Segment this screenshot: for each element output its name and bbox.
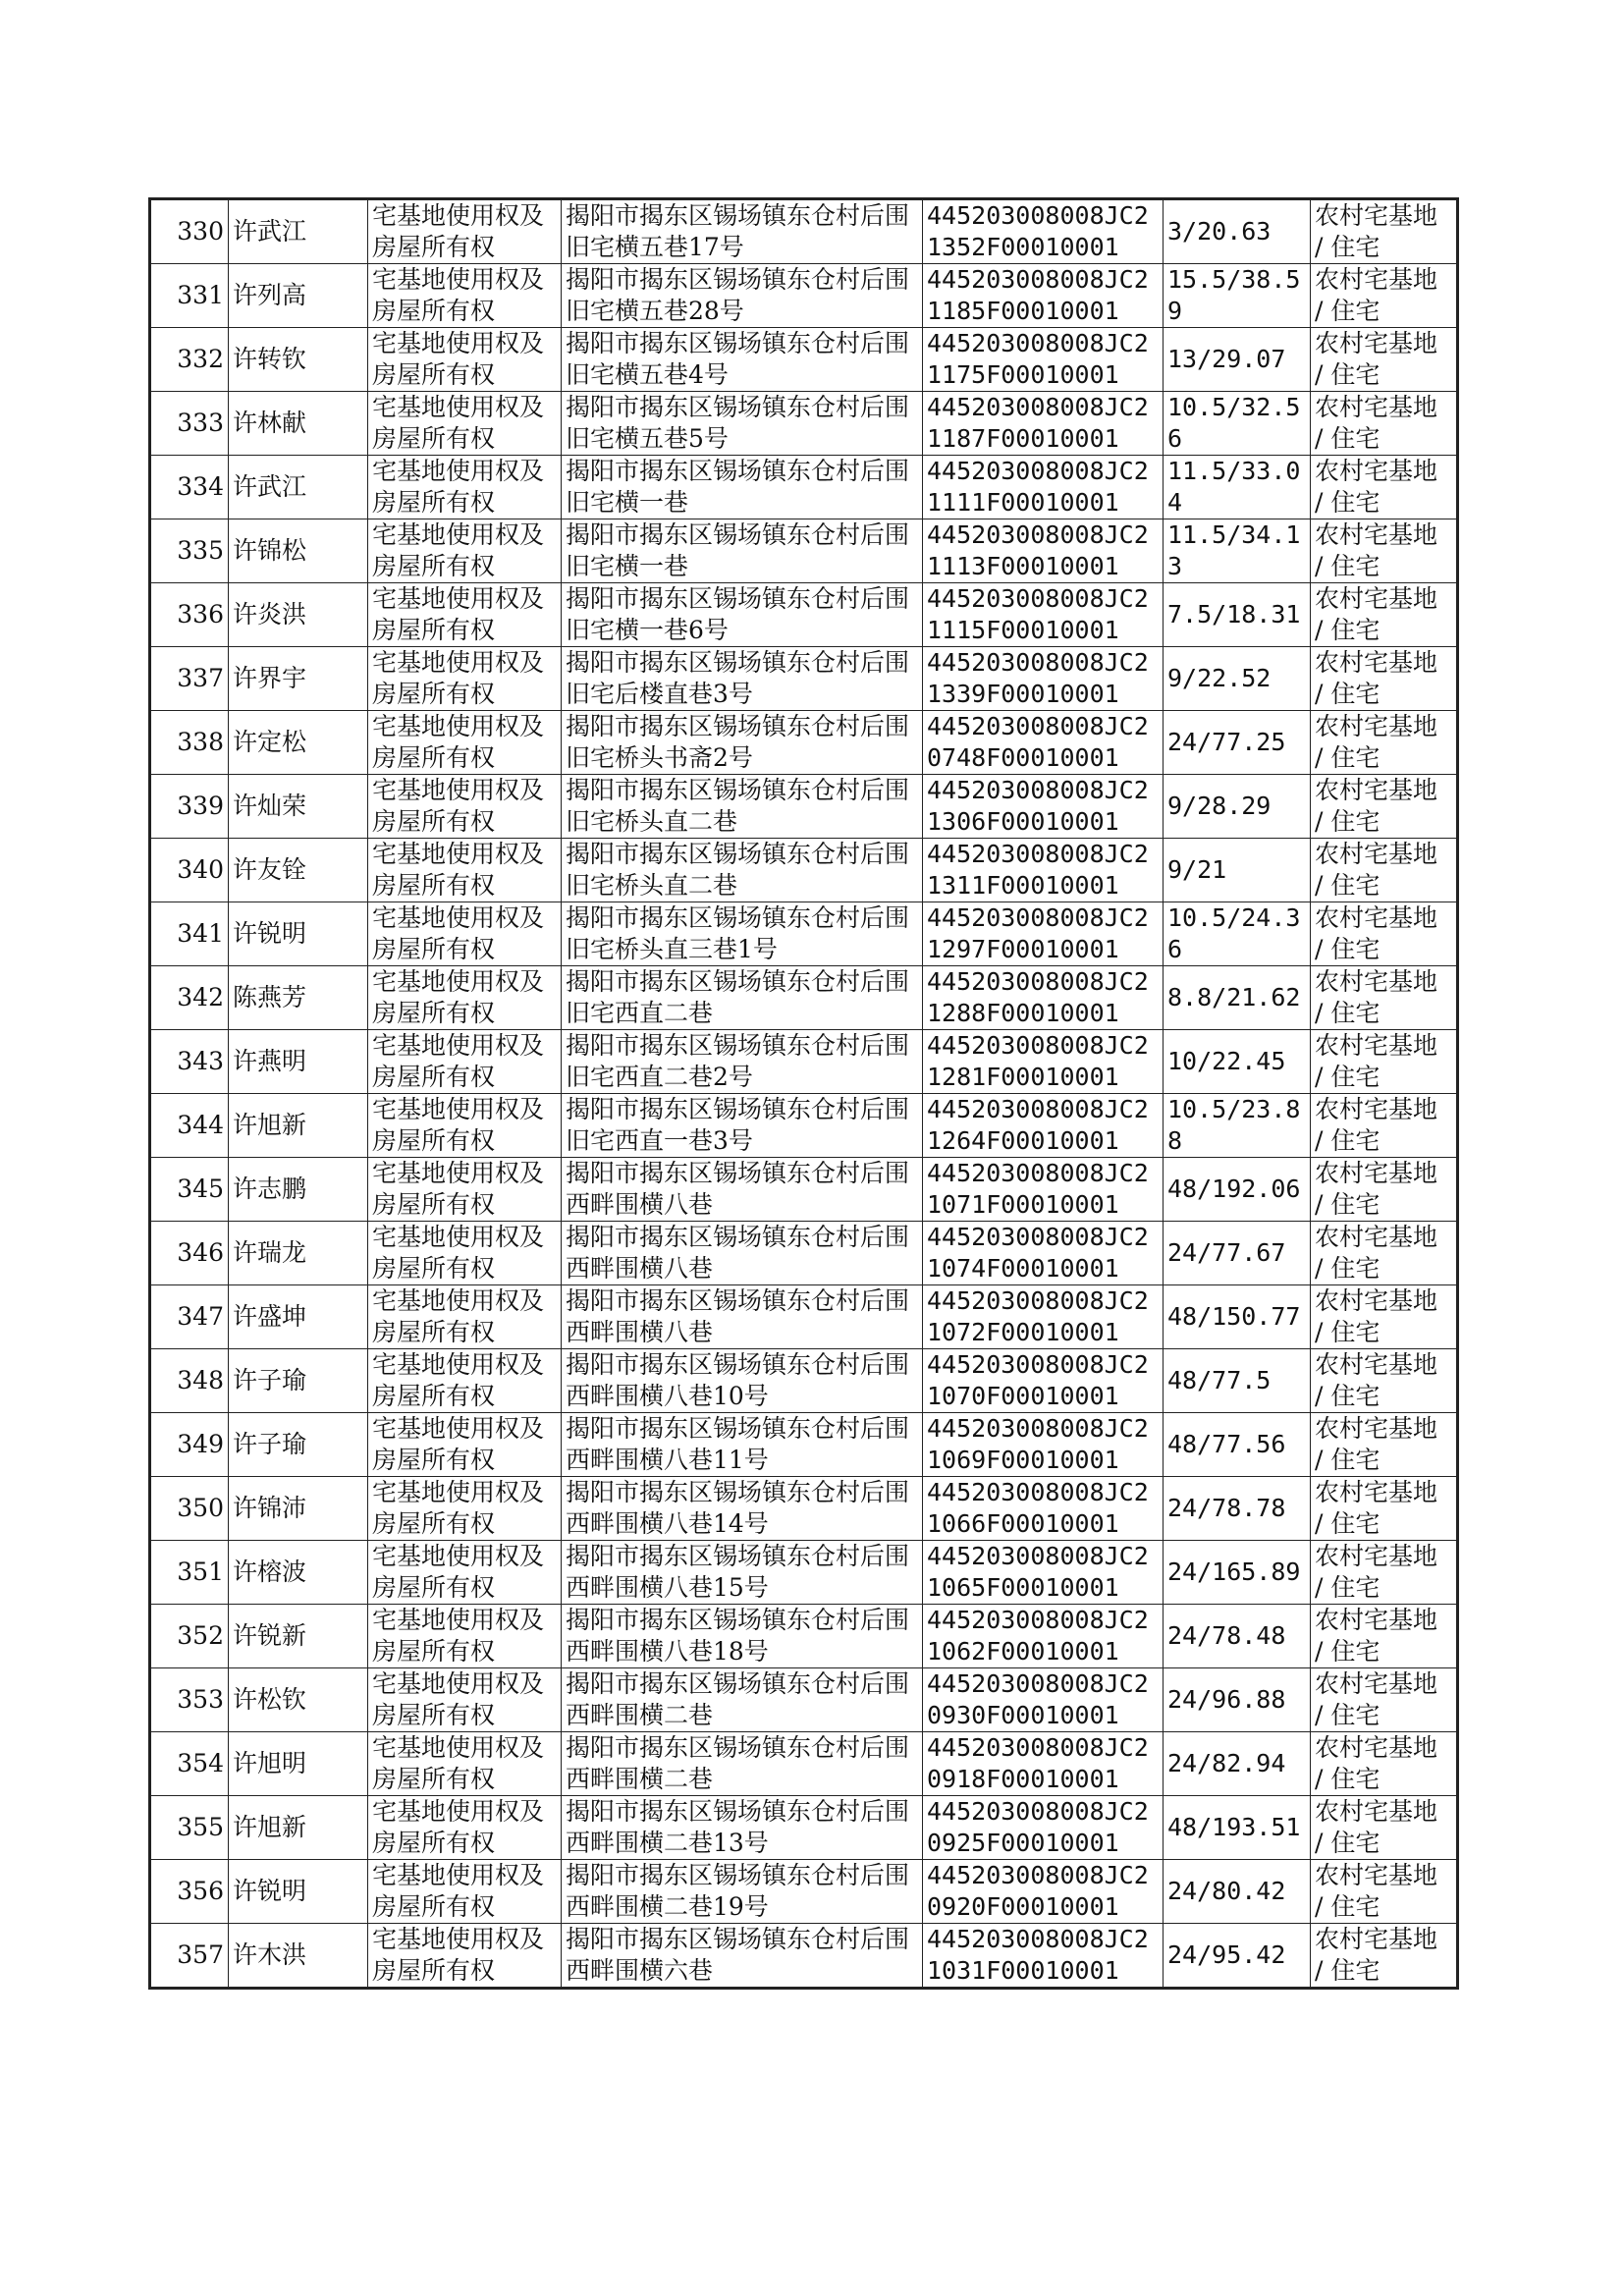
table-row: [150, 1413, 1458, 1477]
row-number-cell: 349: [150, 1413, 229, 1477]
right-type-cell: 宅基地使用权及房屋所有权: [368, 1924, 562, 1989]
row-number-cell: 341: [150, 902, 229, 966]
table-row: [150, 1158, 1458, 1222]
owner-name-cell: 许界宇: [229, 647, 368, 711]
row-number-cell: 356: [150, 1860, 229, 1924]
right-type-cell: 宅基地使用权及房屋所有权: [368, 264, 562, 328]
row-number-cell: 353: [150, 1668, 229, 1732]
area-value-cell: 9/22.52: [1164, 647, 1311, 711]
unit-code-cell: 445203008008JC21113F00010001: [923, 519, 1164, 583]
unit-code-cell: 445203008008JC21115F00010001: [923, 583, 1164, 647]
table-row: [150, 519, 1458, 583]
owner-name-cell: 许锐明: [229, 1860, 368, 1924]
right-type-cell: 宅基地使用权及房屋所有权: [368, 583, 562, 647]
row-number-cell: 338: [150, 711, 229, 775]
property-address-cell: 揭阳市揭东区锡场镇东仓村后围旧宅西直二巷2号: [562, 1030, 923, 1094]
right-type-cell: 宅基地使用权及房屋所有权: [368, 1796, 562, 1860]
property-address-cell: 揭阳市揭东区锡场镇东仓村后围西畔围横八巷: [562, 1285, 923, 1349]
unit-code-cell: 445203008008JC21185F00010001: [923, 264, 1164, 328]
owner-name-cell: 许锐明: [229, 902, 368, 966]
area-value-cell: 8.8/21.62: [1164, 966, 1311, 1030]
property-address-cell: 揭阳市揭东区锡场镇东仓村后围西畔围横八巷10号: [562, 1349, 923, 1413]
area-value-cell: 48/150.77: [1164, 1285, 1311, 1349]
area-value-cell: 10.5/24.36: [1164, 902, 1311, 966]
land-use-cell: 农村宅基地 / 住宅: [1311, 583, 1458, 647]
table-row: [150, 583, 1458, 647]
area-value-cell: 24/78.48: [1164, 1605, 1311, 1668]
owner-name-cell: 许锦松: [229, 519, 368, 583]
row-number-cell: 336: [150, 583, 229, 647]
property-address-cell: 揭阳市揭东区锡场镇东仓村后围西畔围横二巷13号: [562, 1796, 923, 1860]
table-row: [150, 1668, 1458, 1732]
row-number-cell: 348: [150, 1349, 229, 1413]
land-use-cell: 农村宅基地 / 住宅: [1311, 1285, 1458, 1349]
unit-code-cell: 445203008008JC20920F00010001: [923, 1860, 1164, 1924]
unit-code-cell: 445203008008JC21111F00010001: [923, 456, 1164, 519]
property-address-cell: 揭阳市揭东区锡场镇东仓村后围西畔围横八巷: [562, 1222, 923, 1285]
table-row: [150, 1349, 1458, 1413]
table-row: [150, 1030, 1458, 1094]
right-type-cell: 宅基地使用权及房屋所有权: [368, 1413, 562, 1477]
table-row: [150, 647, 1458, 711]
unit-code-cell: 445203008008JC21066F00010001: [923, 1477, 1164, 1541]
owner-name-cell: 陈燕芳: [229, 966, 368, 1030]
table-row: [150, 839, 1458, 902]
property-address-cell: 揭阳市揭东区锡场镇东仓村后围旧宅横五巷17号: [562, 199, 923, 264]
right-type-cell: 宅基地使用权及房屋所有权: [368, 199, 562, 264]
unit-code-cell: 445203008008JC21175F00010001: [923, 328, 1164, 392]
unit-code-cell: 445203008008JC21281F00010001: [923, 1030, 1164, 1094]
owner-name-cell: 许瑞龙: [229, 1222, 368, 1285]
unit-code-cell: 445203008008JC21339F00010001: [923, 647, 1164, 711]
unit-code-cell: 445203008008JC21065F00010001: [923, 1541, 1164, 1605]
property-address-cell: 揭阳市揭东区锡场镇东仓村后围西畔围横八巷18号: [562, 1605, 923, 1668]
land-use-cell: 农村宅基地 / 住宅: [1311, 647, 1458, 711]
right-type-cell: 宅基地使用权及房屋所有权: [368, 1222, 562, 1285]
owner-name-cell: 许武江: [229, 199, 368, 264]
property-address-cell: 揭阳市揭东区锡场镇东仓村后围旧宅横一巷: [562, 456, 923, 519]
row-number-cell: 331: [150, 264, 229, 328]
unit-code-cell: 445203008008JC21062F00010001: [923, 1605, 1164, 1668]
table-row: [150, 1222, 1458, 1285]
unit-code-cell: 445203008008JC21264F00010001: [923, 1094, 1164, 1158]
area-value-cell: 24/78.78: [1164, 1477, 1311, 1541]
property-address-cell: 揭阳市揭东区锡场镇东仓村后围西畔围横八巷11号: [562, 1413, 923, 1477]
row-number-cell: 337: [150, 647, 229, 711]
land-use-cell: 农村宅基地 / 住宅: [1311, 1605, 1458, 1668]
owner-name-cell: 许燕明: [229, 1030, 368, 1094]
table-row: [150, 1541, 1458, 1605]
table-row: [150, 1605, 1458, 1668]
property-address-cell: 揭阳市揭东区锡场镇东仓村后围旧宅西直二巷: [562, 966, 923, 1030]
table-row: [150, 328, 1458, 392]
land-use-cell: 农村宅基地 / 住宅: [1311, 966, 1458, 1030]
row-number-cell: 346: [150, 1222, 229, 1285]
property-address-cell: 揭阳市揭东区锡场镇东仓村后围西畔围横二巷19号: [562, 1860, 923, 1924]
right-type-cell: 宅基地使用权及房屋所有权: [368, 1285, 562, 1349]
property-address-cell: 揭阳市揭东区锡场镇东仓村后围西畔围横二巷: [562, 1732, 923, 1796]
area-value-cell: 3/20.63: [1164, 199, 1311, 264]
right-type-cell: 宅基地使用权及房屋所有权: [368, 456, 562, 519]
property-address-cell: 揭阳市揭东区锡场镇东仓村后围西畔围横八巷15号: [562, 1541, 923, 1605]
property-address-cell: 揭阳市揭东区锡场镇东仓村后围旧宅桥头直二巷: [562, 839, 923, 902]
property-address-cell: 揭阳市揭东区锡场镇东仓村后围旧宅后楼直巷3号: [562, 647, 923, 711]
right-type-cell: 宅基地使用权及房屋所有权: [368, 1732, 562, 1796]
right-type-cell: 宅基地使用权及房屋所有权: [368, 1668, 562, 1732]
unit-code-cell: 445203008008JC21306F00010001: [923, 775, 1164, 839]
unit-code-cell: 445203008008JC21071F00010001: [923, 1158, 1164, 1222]
owner-name-cell: 许旭新: [229, 1094, 368, 1158]
right-type-cell: 宅基地使用权及房屋所有权: [368, 1477, 562, 1541]
owner-name-cell: 许盛坤: [229, 1285, 368, 1349]
row-number-cell: 344: [150, 1094, 229, 1158]
owner-name-cell: 许锦沛: [229, 1477, 368, 1541]
area-value-cell: 11.5/34.13: [1164, 519, 1311, 583]
right-type-cell: 宅基地使用权及房屋所有权: [368, 392, 562, 456]
table-row: [150, 264, 1458, 328]
unit-code-cell: 445203008008JC21311F00010001: [923, 839, 1164, 902]
area-value-cell: 24/77.25: [1164, 711, 1311, 775]
area-value-cell: 9/21: [1164, 839, 1311, 902]
land-use-cell: 农村宅基地 / 住宅: [1311, 1668, 1458, 1732]
unit-code-cell: 445203008008JC21352F00010001: [923, 199, 1164, 264]
land-use-cell: 农村宅基地 / 住宅: [1311, 199, 1458, 264]
property-address-cell: 揭阳市揭东区锡场镇东仓村后围旧宅横五巷4号: [562, 328, 923, 392]
land-use-cell: 农村宅基地 / 住宅: [1311, 392, 1458, 456]
land-use-cell: 农村宅基地 / 住宅: [1311, 1477, 1458, 1541]
row-number-cell: 330: [150, 199, 229, 264]
land-use-cell: 农村宅基地 / 住宅: [1311, 264, 1458, 328]
area-value-cell: 10.5/23.88: [1164, 1094, 1311, 1158]
right-type-cell: 宅基地使用权及房屋所有权: [368, 966, 562, 1030]
area-value-cell: 48/77.5: [1164, 1349, 1311, 1413]
unit-code-cell: 445203008008JC21069F00010001: [923, 1413, 1164, 1477]
area-value-cell: 7.5/18.31: [1164, 583, 1311, 647]
property-address-cell: 揭阳市揭东区锡场镇东仓村后围西畔围横八巷: [562, 1158, 923, 1222]
right-type-cell: 宅基地使用权及房屋所有权: [368, 839, 562, 902]
owner-name-cell: 许子瑜: [229, 1349, 368, 1413]
owner-name-cell: 许林献: [229, 392, 368, 456]
unit-code-cell: 445203008008JC21187F00010001: [923, 392, 1164, 456]
land-use-cell: 农村宅基地 / 住宅: [1311, 1541, 1458, 1605]
table-row: [150, 1732, 1458, 1796]
unit-code-cell: 445203008008JC20930F00010001: [923, 1668, 1164, 1732]
area-value-cell: 24/82.94: [1164, 1732, 1311, 1796]
land-use-cell: 农村宅基地 / 住宅: [1311, 711, 1458, 775]
land-use-cell: 农村宅基地 / 住宅: [1311, 1222, 1458, 1285]
right-type-cell: 宅基地使用权及房屋所有权: [368, 1349, 562, 1413]
table-row: [150, 1285, 1458, 1349]
table-row: [150, 966, 1458, 1030]
area-value-cell: 24/165.89: [1164, 1541, 1311, 1605]
row-number-cell: 351: [150, 1541, 229, 1605]
row-number-cell: 339: [150, 775, 229, 839]
row-number-cell: 340: [150, 839, 229, 902]
table-row: [150, 1796, 1458, 1860]
row-number-cell: 343: [150, 1030, 229, 1094]
unit-code-cell: 445203008008JC21297F00010001: [923, 902, 1164, 966]
property-address-cell: 揭阳市揭东区锡场镇东仓村后围旧宅桥头直三巷1号: [562, 902, 923, 966]
property-address-cell: 揭阳市揭东区锡场镇东仓村后围西畔围横二巷: [562, 1668, 923, 1732]
property-address-cell: 揭阳市揭东区锡场镇东仓村后围旧宅西直一巷3号: [562, 1094, 923, 1158]
property-address-cell: 揭阳市揭东区锡场镇东仓村后围旧宅横五巷5号: [562, 392, 923, 456]
area-value-cell: 11.5/33.04: [1164, 456, 1311, 519]
row-number-cell: 350: [150, 1477, 229, 1541]
unit-code-cell: 445203008008JC20748F00010001: [923, 711, 1164, 775]
registry-table-body: [150, 199, 1458, 1989]
owner-name-cell: 许志鹏: [229, 1158, 368, 1222]
owner-name-cell: 许子瑜: [229, 1413, 368, 1477]
table-row: [150, 392, 1458, 456]
area-value-cell: 24/95.42: [1164, 1924, 1311, 1989]
land-use-cell: 农村宅基地 / 住宅: [1311, 775, 1458, 839]
unit-code-cell: 445203008008JC21288F00010001: [923, 966, 1164, 1030]
owner-name-cell: 许炎洪: [229, 583, 368, 647]
row-number-cell: 352: [150, 1605, 229, 1668]
right-type-cell: 宅基地使用权及房屋所有权: [368, 711, 562, 775]
table-row: [150, 711, 1458, 775]
land-use-cell: 农村宅基地 / 住宅: [1311, 1732, 1458, 1796]
table-row: [150, 1860, 1458, 1924]
area-value-cell: 9/28.29: [1164, 775, 1311, 839]
row-number-cell: 332: [150, 328, 229, 392]
unit-code-cell: 445203008008JC21074F00010001: [923, 1222, 1164, 1285]
area-value-cell: 10.5/32.56: [1164, 392, 1311, 456]
area-value-cell: 13/29.07: [1164, 328, 1311, 392]
row-number-cell: 347: [150, 1285, 229, 1349]
land-use-cell: 农村宅基地 / 住宅: [1311, 1030, 1458, 1094]
row-number-cell: 333: [150, 392, 229, 456]
table-row: [150, 902, 1458, 966]
area-value-cell: 24/80.42: [1164, 1860, 1311, 1924]
right-type-cell: 宅基地使用权及房屋所有权: [368, 1094, 562, 1158]
table-row: [150, 775, 1458, 839]
right-type-cell: 宅基地使用权及房屋所有权: [368, 328, 562, 392]
land-use-cell: 农村宅基地 / 住宅: [1311, 1094, 1458, 1158]
property-address-cell: 揭阳市揭东区锡场镇东仓村后围旧宅桥头直二巷: [562, 775, 923, 839]
right-type-cell: 宅基地使用权及房屋所有权: [368, 1030, 562, 1094]
owner-name-cell: 许松钦: [229, 1668, 368, 1732]
table-row: [150, 199, 1458, 264]
land-use-cell: 农村宅基地 / 住宅: [1311, 902, 1458, 966]
owner-name-cell: 许列高: [229, 264, 368, 328]
row-number-cell: 335: [150, 519, 229, 583]
property-address-cell: 揭阳市揭东区锡场镇东仓村后围旧宅横五巷28号: [562, 264, 923, 328]
area-value-cell: 24/96.88: [1164, 1668, 1311, 1732]
area-value-cell: 48/77.56: [1164, 1413, 1311, 1477]
row-number-cell: 354: [150, 1732, 229, 1796]
right-type-cell: 宅基地使用权及房屋所有权: [368, 519, 562, 583]
table-row: [150, 456, 1458, 519]
area-value-cell: 24/77.67: [1164, 1222, 1311, 1285]
owner-name-cell: 许锐新: [229, 1605, 368, 1668]
row-number-cell: 355: [150, 1796, 229, 1860]
right-type-cell: 宅基地使用权及房屋所有权: [368, 1541, 562, 1605]
land-use-cell: 农村宅基地 / 住宅: [1311, 1349, 1458, 1413]
right-type-cell: 宅基地使用权及房屋所有权: [368, 775, 562, 839]
right-type-cell: 宅基地使用权及房屋所有权: [368, 1158, 562, 1222]
right-type-cell: 宅基地使用权及房屋所有权: [368, 1605, 562, 1668]
row-number-cell: 345: [150, 1158, 229, 1222]
property-address-cell: 揭阳市揭东区锡场镇东仓村后围西畔围横六巷: [562, 1924, 923, 1989]
unit-code-cell: 445203008008JC21072F00010001: [923, 1285, 1164, 1349]
land-use-cell: 农村宅基地 / 住宅: [1311, 1924, 1458, 1989]
right-type-cell: 宅基地使用权及房屋所有权: [368, 1860, 562, 1924]
land-use-cell: 农村宅基地 / 住宅: [1311, 328, 1458, 392]
property-address-cell: 揭阳市揭东区锡场镇东仓村后围西畔围横八巷14号: [562, 1477, 923, 1541]
owner-name-cell: 许转钦: [229, 328, 368, 392]
property-address-cell: 揭阳市揭东区锡场镇东仓村后围旧宅横一巷6号: [562, 583, 923, 647]
owner-name-cell: 许定松: [229, 711, 368, 775]
land-use-cell: 农村宅基地 / 住宅: [1311, 839, 1458, 902]
table-row: [150, 1094, 1458, 1158]
land-use-cell: 农村宅基地 / 住宅: [1311, 519, 1458, 583]
owner-name-cell: 许武江: [229, 456, 368, 519]
table-row: [150, 1924, 1458, 1989]
property-address-cell: 揭阳市揭东区锡场镇东仓村后围旧宅横一巷: [562, 519, 923, 583]
property-address-cell: 揭阳市揭东区锡场镇东仓村后围旧宅桥头书斋2号: [562, 711, 923, 775]
land-use-cell: 农村宅基地 / 住宅: [1311, 1860, 1458, 1924]
owner-name-cell: 许旭新: [229, 1796, 368, 1860]
area-value-cell: 10/22.45: [1164, 1030, 1311, 1094]
land-use-cell: 农村宅基地 / 住宅: [1311, 1796, 1458, 1860]
owner-name-cell: 许友铨: [229, 839, 368, 902]
right-type-cell: 宅基地使用权及房屋所有权: [368, 902, 562, 966]
registry-table: [148, 197, 1459, 1990]
right-type-cell: 宅基地使用权及房屋所有权: [368, 647, 562, 711]
table-row: [150, 1477, 1458, 1541]
row-number-cell: 342: [150, 966, 229, 1030]
owner-name-cell: 许旭明: [229, 1732, 368, 1796]
land-use-cell: 农村宅基地 / 住宅: [1311, 456, 1458, 519]
unit-code-cell: 445203008008JC20918F00010001: [923, 1732, 1164, 1796]
unit-code-cell: 445203008008JC20925F00010001: [923, 1796, 1164, 1860]
area-value-cell: 48/192.06: [1164, 1158, 1311, 1222]
owner-name-cell: 许灿荣: [229, 775, 368, 839]
row-number-cell: 334: [150, 456, 229, 519]
row-number-cell: 357: [150, 1924, 229, 1989]
area-value-cell: 48/193.51: [1164, 1796, 1311, 1860]
area-value-cell: 15.5/38.59: [1164, 264, 1311, 328]
land-use-cell: 农村宅基地 / 住宅: [1311, 1413, 1458, 1477]
owner-name-cell: 许榕波: [229, 1541, 368, 1605]
unit-code-cell: 445203008008JC21070F00010001: [923, 1349, 1164, 1413]
unit-code-cell: 445203008008JC21031F00010001: [923, 1924, 1164, 1989]
land-use-cell: 农村宅基地 / 住宅: [1311, 1158, 1458, 1222]
owner-name-cell: 许木洪: [229, 1924, 368, 1989]
